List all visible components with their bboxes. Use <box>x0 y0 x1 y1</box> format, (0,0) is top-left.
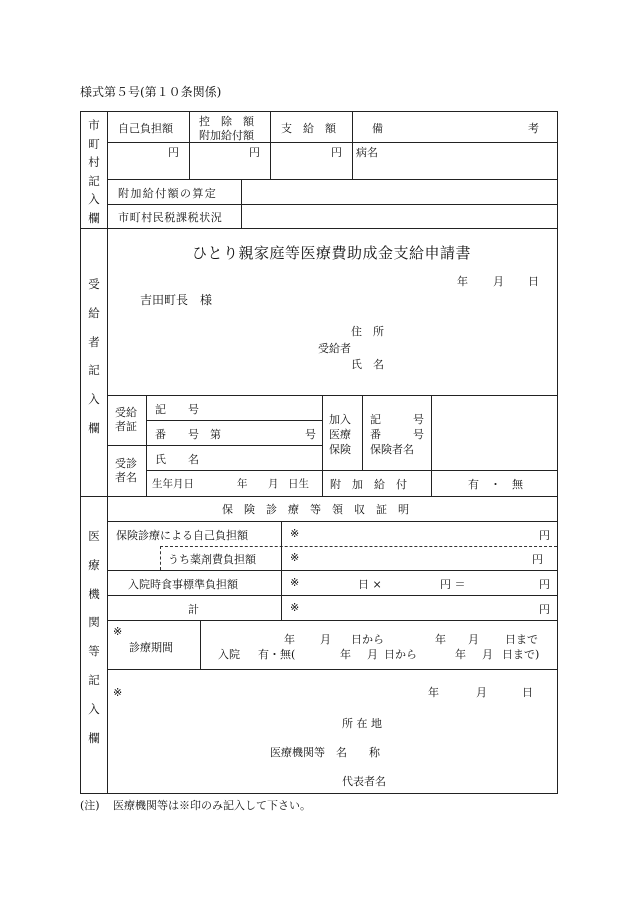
recipient-label: 受給者 <box>318 342 351 355</box>
side-label-divider <box>107 111 108 794</box>
yen-deduction: 円 <box>249 146 260 159</box>
row-line <box>107 620 558 621</box>
p-year-1: 年 <box>284 633 295 646</box>
p-month-3: 月 <box>367 648 378 661</box>
birth-day: 日生 <box>288 478 309 490</box>
dashed-row-line <box>160 546 557 547</box>
meal-days: 日 × <box>358 578 382 591</box>
p-year-4: 年 <box>455 648 466 661</box>
inpatient-label: 入院 <box>218 648 240 661</box>
cert-label: 受給 者証 <box>115 406 137 433</box>
note-label: (注) <box>80 799 100 812</box>
row-tax-status: 市町村民税課税状況 <box>118 211 223 224</box>
p-month-4: 月 <box>482 648 493 661</box>
p-until-2: 日まで) <box>502 648 540 661</box>
p-year-2: 年 <box>435 633 446 646</box>
yes-no: 有 ・ 無 <box>468 478 523 491</box>
meal-eq: 円 ＝ <box>440 578 466 591</box>
p-from-1: 日から <box>351 633 384 646</box>
addressee: 吉田町長 様 <box>140 293 213 307</box>
form-title: ひとり親家庭等医療費助成金支給申請書 <box>192 244 472 262</box>
ins-kigou-left: 記 <box>370 413 381 426</box>
row-meal: 入院時食事標準負担額 <box>128 578 238 591</box>
table-border-bottom <box>80 793 558 794</box>
row-total: 計 <box>188 603 199 616</box>
ins-kigou-right: 号 <box>413 413 424 426</box>
yen-3: 円 <box>539 578 550 591</box>
p-year-3: 年 <box>340 648 351 661</box>
form-number: 様式第５号(第１０条関係) <box>80 85 222 99</box>
location-label: 所 在 地 <box>342 717 382 730</box>
patient-label: 受診 者名 <box>115 457 137 484</box>
side-label-applicant: 受 給 者 記 入 欄 <box>88 277 100 435</box>
col-line <box>200 620 201 669</box>
mark-sign: ※ <box>113 686 123 699</box>
yen-2: 円 <box>532 553 543 566</box>
section-divider-1 <box>80 228 558 229</box>
inpatient-yesno: 有・無( <box>258 648 296 661</box>
col-line <box>189 111 190 179</box>
col-line <box>322 395 323 496</box>
yen-self-burden: 円 <box>168 146 179 159</box>
mark-period: ※ <box>113 625 123 638</box>
row-line <box>107 395 558 396</box>
ins-bangou-right: 号 <box>413 428 424 441</box>
gou-label: 号 <box>305 428 316 441</box>
col-line <box>352 111 353 179</box>
name-label: 氏 名 <box>351 358 384 371</box>
row-line <box>107 570 558 571</box>
date-month: 月 <box>493 275 504 288</box>
p-month-2: 月 <box>468 633 479 646</box>
row-line <box>107 521 558 522</box>
col-remarks-right: 考 <box>528 122 539 135</box>
yen-4: 円 <box>539 603 550 616</box>
sig-day: 日 <box>522 686 533 699</box>
row-line <box>107 669 558 670</box>
date-day: 日 <box>528 275 539 288</box>
birthdate-label: 生年月日 <box>152 478 194 490</box>
row-line <box>107 595 558 596</box>
p-month-1: 月 <box>320 633 331 646</box>
disease-name-label: 病名 <box>356 146 378 159</box>
col-self-burden: 自己負担額 <box>118 122 173 135</box>
row-drug: うち薬剤費負担額 <box>168 553 256 566</box>
period-label: 診療期間 <box>129 641 173 654</box>
col-line <box>281 521 282 620</box>
row-additional-benefit: 附加給付額の算定 <box>118 187 218 200</box>
col-remarks-left: 備 <box>372 122 383 135</box>
row-line <box>107 179 558 180</box>
cert-title: 保 険 診 療 等 領 収 証 明 <box>222 503 409 516</box>
col-line <box>270 111 271 179</box>
shimei-label: 氏 名 <box>155 453 199 466</box>
mark-4: ※ <box>290 601 300 614</box>
row-line <box>146 420 322 421</box>
mark-1: ※ <box>290 527 300 540</box>
table-border-left <box>80 111 81 794</box>
kigou-label: 記 号 <box>155 403 199 416</box>
col-line <box>431 395 432 496</box>
p-from-2: 日から <box>384 648 417 661</box>
mark-3: ※ <box>290 576 300 589</box>
col-deduction-2: 附加給付額 <box>199 129 254 142</box>
address-label: 住 所 <box>351 325 384 338</box>
mark-2: ※ <box>290 551 300 564</box>
additional-benefit-label: 附 加 給 付 <box>330 478 407 491</box>
col-payment: 支 給 額 <box>281 122 336 135</box>
institution-name-label: 医療機関等 名 称 <box>270 746 380 759</box>
col-deduction-1: 控 除 額 <box>199 115 254 128</box>
col-line <box>241 179 242 228</box>
ins-bangou-left: 番 <box>370 428 381 441</box>
yen-1: 円 <box>539 529 550 542</box>
p-until-1: 日まで <box>505 633 538 646</box>
row-line <box>146 470 558 471</box>
birth-year: 年 <box>237 478 248 490</box>
dashed-col-line <box>160 546 161 570</box>
col-line <box>362 395 363 470</box>
bangou-label: 番 号 第 <box>155 428 221 441</box>
insurance-label: 加入 医療 保険 <box>329 413 351 456</box>
table-border-right <box>557 111 558 794</box>
birth-month: 月 <box>268 478 279 490</box>
sig-year: 年 <box>428 686 439 699</box>
yen-payment: 円 <box>331 146 342 159</box>
table-border-top <box>80 111 558 112</box>
representative-label: 代表者名 <box>342 775 386 788</box>
section-divider-2 <box>80 496 558 497</box>
sig-month: 月 <box>476 686 487 699</box>
side-label-medical: 医 療 機 関 等 記 入 欄 <box>88 529 100 745</box>
col-line <box>146 395 147 496</box>
side-label-municipal: 市 町 村 記 入 欄 <box>88 118 100 225</box>
row-line <box>107 445 322 446</box>
insured-name: 保険者名 <box>370 443 414 456</box>
date-year: 年 <box>457 275 468 288</box>
note-text: 医療機関等は※印のみ記入して下さい。 <box>113 799 311 812</box>
row-self-burden: 保険診療による自己負担額 <box>116 529 248 542</box>
row-line <box>107 204 558 205</box>
row-line <box>107 142 558 143</box>
